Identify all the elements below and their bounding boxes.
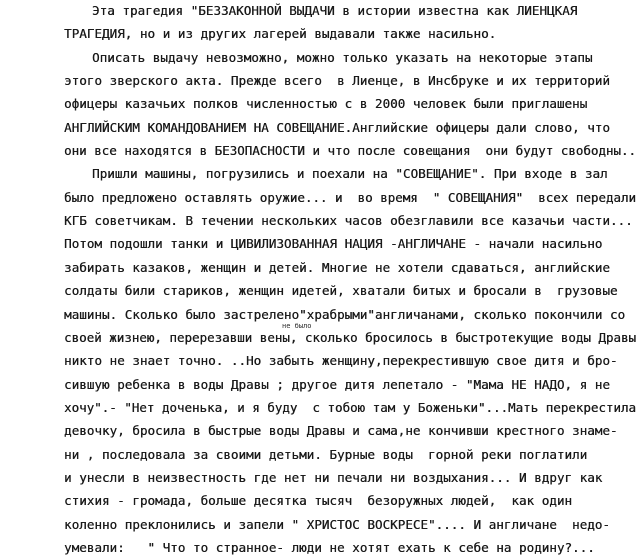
text-line-19: девочку, бросила в быстрые воды Дравы и сама,не кончивши крестного знаме- — [64, 423, 618, 438]
text-line-9: было предложено оставлять оружие... и во время " СОВЕЩАНИЯ" всех передали — [64, 190, 636, 205]
text-line-20: ни , последовала за своими детьми. Бурные воды горной реки поглатили — [64, 447, 588, 462]
text-line-22: стихия - громада, больше десятка тысяч безоружных людей, как один — [64, 493, 572, 508]
text-line-4: этого зверского акта. Прежде всего в Лиенце, в Инсбруке и их территорий — [64, 73, 610, 88]
text-line-10: КГБ советчикам. В течении нескольких часов обезглавили все казачьи части... — [64, 213, 633, 228]
text-line-5: офицеры казачьих полков численностью с в 2000 человек были приглашены — [64, 96, 588, 111]
text-line-6: АНГЛИЙСКИМ КОМАНДОВАНИЕМ НА СОВЕЩАНИЕ.Английские офицеры дали слово, что — [64, 120, 610, 135]
text-line-12: забирать казаков, женщин и детей. Многие не хотели сдаваться, английские — [64, 260, 610, 275]
text-line-21: и унесли в неизвестность где нет ни печали ни воздыхания... И вдруг как — [64, 470, 603, 485]
text-line-2: ТРАГЕДИЯ, но и из других лагерей выдавали также насильно. — [64, 26, 497, 41]
text-line-7: они все находятся в БЕЗОПАСНОСТИ и что после совещания они будут свободны.. — [64, 143, 636, 158]
text-line-3: Описать выдачу невозможно, можно только указать на некоторые этапы — [92, 50, 593, 65]
text-line-23: коленно преклонились и запели " ХРИСТОС ВОСКРЕСЕ".... И англичане недо- — [64, 517, 610, 532]
text-line-18: хочу".- "Нет доченька, и я буду с тобою там у Боженьки"...Мать перекрестила — [64, 400, 636, 415]
text-line-13: солдаты били стариков, женщин идетей, хватали битых и бросали в грузовые — [64, 283, 618, 298]
text-line-11: Потом подошли танки и ЦИВИЛИЗОВАННАЯ НАЦИЯ -АНГЛИЧАНЕ - начали насильно — [64, 236, 603, 251]
text-line-14: машины. Сколько было застрелено"храбрыми"англичанами, сколько покончили со — [64, 307, 626, 322]
text-line-8: Пришли машины, погрузились и поехали на "СОВЕЩАНИЕ". При входе в зал — [92, 166, 608, 181]
text-line-16: никто не знает точно. ..Но забыть женщину,перекрестившую свое дитя и бро- — [64, 353, 618, 368]
text-line-17: сившую ребенка в воды Дравы ; другое дитя лепетало - "Мама НЕ НАДО, я не — [64, 377, 610, 392]
text-line-24: умевали: " Что то странное- люди не хотят ехать к себе на родину?... — [64, 540, 595, 555]
text-line-1: Эта трагедия "БЕЗЗАКОННОЙ ВЫДАЧИ в истории известна как ЛИЕНЦКАЯ — [92, 3, 578, 18]
handwritten-margin-note: не было — [282, 322, 312, 330]
text-line-15: своей жизнею, перерезавши вены, сколько бросилось в быстротекущие воды Дравы — [64, 330, 636, 345]
